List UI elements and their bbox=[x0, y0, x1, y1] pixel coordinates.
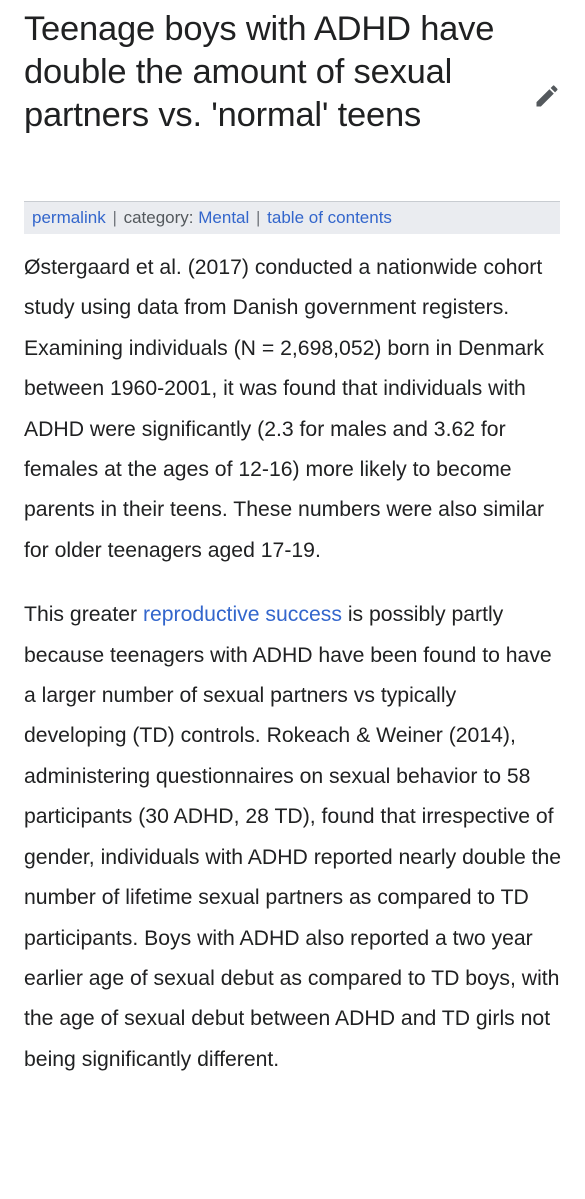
article-body bbox=[24, 248, 564, 1104]
category-prefix: category: bbox=[123, 208, 199, 227]
paragraph-rokeach bbox=[24, 595, 564, 1080]
article-meta-bar bbox=[24, 201, 560, 234]
pencil-icon bbox=[533, 82, 561, 110]
meta-separator: | bbox=[112, 208, 117, 227]
paragraph-text: This greater bbox=[24, 603, 143, 627]
category-link[interactable]: Mental bbox=[198, 208, 250, 227]
paragraph-text: is possibly partly because teenagers with ADHD have been found to have a larger number of sexual partners vs typically developing (TD) controls. Rokeach & Weiner (2014), administering questionnaires on sexual behavior to 58 participants (30 ADHD, 28 TD), found that irrespective of gender, individuals with ADHD reported nearly double the number of lifetime sexual partners as compared to TD participants. Boys with ADHD also reported a two year earlier age of sexual debut as compared to TD boys, with the age of sexual debut between ADHD and TD girls not being significantly different. bbox=[24, 603, 562, 1071]
permalink-link[interactable]: permalink bbox=[32, 208, 106, 227]
edit-button[interactable] bbox=[529, 78, 565, 114]
page-title: Teenage boys with ADHD have double the amount of sexual partners vs. 'normal' teens bbox=[24, 10, 495, 134]
page-header bbox=[24, 8, 564, 198]
paragraph-ostergaard: Østergaard et al. (2017) conducted a nationwide cohort study using data from Danish government registers. Examining individuals (N = 2,698,052) born in Denmark between 1960-2001, it was found that individuals with ADHD were significantly (2.3 for males and 3.62 for females at the ages of 12-16) more likely to become parents in their teens. These numbers were also similar for older teenagers aged 17-19. bbox=[24, 256, 545, 562]
meta-separator: | bbox=[256, 208, 261, 227]
table-of-contents-link[interactable]: table of contents bbox=[267, 208, 392, 227]
reproductive-success-link[interactable]: reproductive success bbox=[142, 603, 342, 627]
